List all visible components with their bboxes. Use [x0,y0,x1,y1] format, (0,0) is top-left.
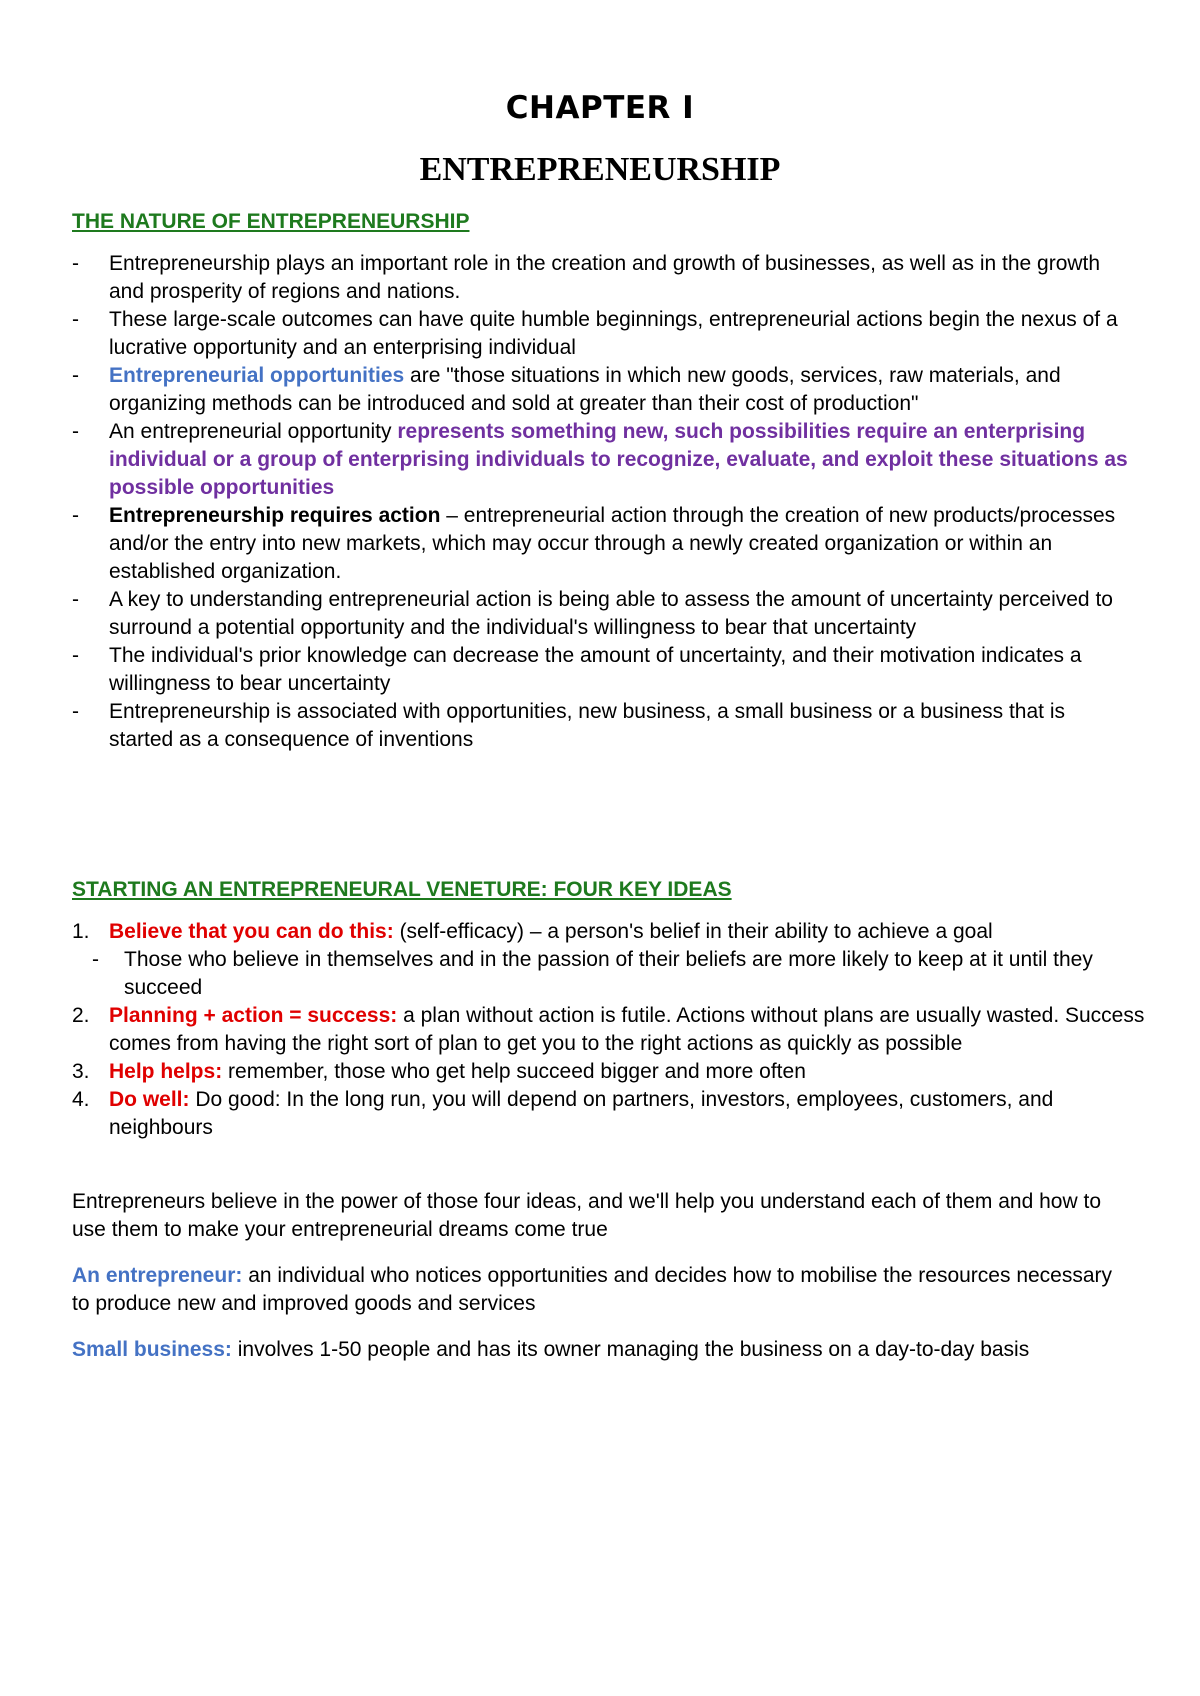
definition-text: an individual who notices opportunities and decides how to mobilise the resources necessary to produce new and improved goods and services [72,1264,1113,1315]
idea-text: a plan without action is futile. Actions without plans are usually wasted. Success comes from having the right sort of plan to get you to the right actions as quickly as possible [109,1004,1145,1055]
dash-marker: - [72,252,79,275]
list-item [72,362,1132,418]
list-item [72,918,1152,1002]
list-item-text: are "those situations in which new goods, services, raw materials, and organizing methods can be introduced and sold at greater than their cost of production" [109,364,1061,415]
dash-marker: - [72,644,79,667]
list-item-term: Entrepreneurship requires action [109,504,441,527]
list-item-text: The individual's prior knowledge can decrease the amount of uncertainty, and their motivation indicates a willingness to bear uncertainty [109,644,1082,695]
list-item-text: A key to understanding entrepreneurial action is being able to assess the amount of uncertainty perceived to surround a potential opportunity and the individual's willingness to bear that uncertainty [109,588,1113,639]
dash-marker: - [72,364,79,387]
definition-entrepreneur [72,1262,1132,1318]
idea-title: Help helps: [109,1060,223,1083]
list-item [72,418,1132,502]
list-item-text: An entrepreneurial opportunity [109,420,398,443]
definition-term: An entrepreneur: [72,1264,243,1287]
section-heading-nature: THE NATURE OF ENTREPRENEURSHIP [72,210,470,233]
key-ideas-list [72,918,1152,1142]
list-item [72,698,1132,754]
section-heading-four-key-ideas: STARTING AN ENTREPRENEURAL VENETURE: FOUR KEY IDEAS [72,878,732,901]
list-item-term: Entrepreneurial opportunities [109,364,405,387]
idea-text: Do good: In the long run, you will depend on partners, investors, employees, customers, and neighbours [109,1088,1054,1139]
definition-small-business [72,1336,1132,1364]
list-item [72,250,1132,306]
list-number: 1. [72,920,90,943]
list-item [72,306,1132,362]
sub-item-text: Those who believe in themselves and in the passion of their beliefs are more likely to keep at it until they succeed [124,948,1093,999]
dash-marker: - [72,504,79,527]
idea-title: Believe that you can do this: [109,920,394,943]
list-item [72,1086,1152,1142]
dash-marker: - [72,588,79,611]
list-number: 3. [72,1060,90,1083]
definition-text: involves 1-50 people and has its owner managing the business on a day-to-day basis [231,1338,1030,1361]
list-item [72,502,1132,586]
dash-marker: - [72,308,79,331]
idea-text: (self-efficacy) – a person's belief in their ability to achieve a goal [393,920,993,943]
page-title: ENTREPRENEURSHIP [419,151,781,188]
chapter-label: CHAPTER I [505,90,695,126]
list-item-text: Entrepreneurship is associated with opportunities, new business, a small business or a business that is started as a consequence of inventions [109,700,1066,751]
dash-marker: - [72,700,79,723]
list-item-text: Entrepreneurship plays an important role in the creation and growth of businesses, as well as in the growth and prosperity of regions and nations. [109,252,1101,303]
closing-paragraph: Entrepreneurs believe in the power of those four ideas, and we'll help you understand each of them and how to use them to make your entrepreneurial dreams come true [72,1190,1101,1241]
idea-title: Planning + action = success: [109,1004,398,1027]
list-item-text: – entrepreneurial action through the creation of new products/processes and/or the entry into new markets, which may occur through a newly created organization or within an established organization. [109,504,1116,583]
nature-bullet-list [72,250,1132,754]
idea-title: Do well: [109,1088,190,1111]
dash-marker: - [92,948,99,971]
definition-term: Small business: [72,1338,232,1361]
list-number: 2. [72,1004,90,1027]
idea-text: remember, those who get help succeed bigger and more often [222,1060,806,1083]
list-number: 4. [72,1088,90,1111]
list-item [72,1002,1152,1058]
list-item-emphasis: represents something new, such possibilities require an enterprising individual or a group of enterprising individuals to recognize, evaluate, and exploit these situations as possible opportunities [109,420,1128,499]
dash-marker: - [72,420,79,443]
list-item-text: These large-scale outcomes can have quite humble beginnings, entrepreneurial actions begin the nexus of a lucrative opportunity and an enterprising individual [109,308,1118,359]
sub-list-item [72,946,1152,1002]
list-item [72,586,1132,642]
list-item [72,1058,1152,1086]
list-item [72,642,1132,698]
